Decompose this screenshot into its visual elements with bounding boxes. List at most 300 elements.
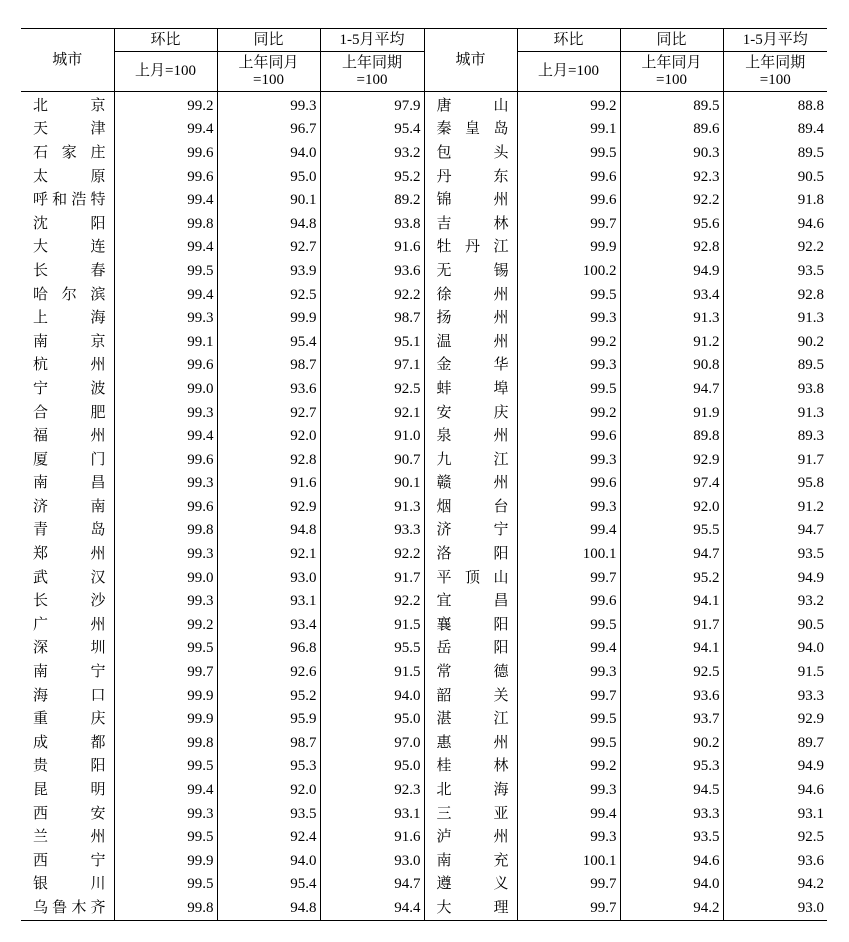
city-cell: 西安 bbox=[33, 805, 106, 822]
yoy-value-cell: 92.9 bbox=[620, 448, 723, 472]
mom-value-cell: 99.3 bbox=[114, 401, 217, 425]
mom-value-cell: 99.7 bbox=[114, 660, 217, 684]
city-cell: 贵阳 bbox=[33, 758, 106, 775]
mom-value-cell: 99.5 bbox=[517, 731, 620, 755]
city-cell: 烟台 bbox=[424, 495, 517, 519]
yoy-value-cell: 95.4 bbox=[217, 330, 320, 354]
city-cell: 包头 bbox=[424, 141, 517, 165]
mom-value-cell: 99.7 bbox=[517, 212, 620, 236]
city-cell: 湛江 bbox=[424, 707, 517, 731]
table-row bbox=[21, 188, 827, 212]
price-index-table-container bbox=[21, 28, 824, 921]
city-cell: 桂林 bbox=[424, 755, 517, 779]
table-row bbox=[21, 589, 827, 613]
yoy-base-label: 上年同月 =100 bbox=[217, 52, 320, 92]
mom-value-cell: 99.4 bbox=[114, 188, 217, 212]
table-row bbox=[21, 448, 827, 472]
yoy-value-cell: 92.7 bbox=[217, 236, 320, 260]
city-cell: 西宁 bbox=[33, 852, 106, 869]
avg-column-header: 1-5月平均 bbox=[723, 29, 827, 52]
yoy-value-cell: 92.6 bbox=[217, 660, 320, 684]
avg-value-cell: 91.8 bbox=[723, 188, 827, 212]
city-cell: 泉州 bbox=[424, 424, 517, 448]
table-row bbox=[21, 873, 827, 897]
city-cell: 南宁 bbox=[33, 664, 106, 681]
mom-value-cell: 99.6 bbox=[517, 188, 620, 212]
avg-base-label: 上年同期 =100 bbox=[723, 52, 827, 92]
mom-value-cell: 99.3 bbox=[114, 542, 217, 566]
avg-value-cell: 91.6 bbox=[320, 236, 424, 260]
yoy-value-cell: 89.8 bbox=[620, 424, 723, 448]
mom-value-cell: 99.5 bbox=[517, 141, 620, 165]
mom-value-cell: 99.7 bbox=[517, 873, 620, 897]
avg-value-cell: 94.4 bbox=[320, 896, 424, 920]
avg-value-cell: 92.2 bbox=[320, 589, 424, 613]
table-row bbox=[21, 802, 827, 826]
avg-value-cell: 94.9 bbox=[723, 566, 827, 590]
city-cell: 广州 bbox=[33, 616, 106, 633]
avg-value-cell: 90.7 bbox=[320, 448, 424, 472]
mom-value-cell: 99.3 bbox=[517, 825, 620, 849]
avg-value-cell: 93.2 bbox=[723, 589, 827, 613]
mom-value-cell: 99.8 bbox=[114, 519, 217, 543]
yoy-value-cell: 94.2 bbox=[620, 896, 723, 920]
yoy-value-cell: 94.0 bbox=[620, 873, 723, 897]
avg-value-cell: 95.1 bbox=[320, 330, 424, 354]
city-cell: 成都 bbox=[33, 734, 106, 751]
mom-column-header: 环比 bbox=[114, 29, 217, 52]
mom-value-cell: 99.2 bbox=[114, 92, 217, 118]
yoy-value-cell: 98.7 bbox=[217, 731, 320, 755]
mom-value-cell: 99.9 bbox=[517, 236, 620, 260]
yoy-value-cell: 94.7 bbox=[620, 542, 723, 566]
yoy-value-cell: 93.9 bbox=[217, 259, 320, 283]
yoy-value-cell: 92.4 bbox=[217, 825, 320, 849]
city-cell: 金华 bbox=[424, 354, 517, 378]
yoy-value-cell: 90.8 bbox=[620, 354, 723, 378]
avg-value-cell: 91.2 bbox=[723, 495, 827, 519]
city-cell: 重庆 bbox=[33, 711, 106, 728]
avg-value-cell: 89.7 bbox=[723, 731, 827, 755]
city-cell: 温州 bbox=[424, 330, 517, 354]
yoy-value-cell: 93.0 bbox=[217, 566, 320, 590]
yoy-value-cell: 95.9 bbox=[217, 707, 320, 731]
mom-value-cell: 99.6 bbox=[114, 354, 217, 378]
avg-value-cell: 95.4 bbox=[320, 118, 424, 142]
yoy-value-cell: 93.5 bbox=[620, 825, 723, 849]
table-row bbox=[21, 283, 827, 307]
mom-value-cell: 99.4 bbox=[517, 802, 620, 826]
mom-value-cell: 99.2 bbox=[517, 401, 620, 425]
city-cell: 徐州 bbox=[424, 283, 517, 307]
avg-value-cell: 95.2 bbox=[320, 165, 424, 189]
mom-column-header: 环比 bbox=[517, 29, 620, 52]
city-cell: 宁波 bbox=[33, 380, 106, 397]
city-cell: 银川 bbox=[33, 876, 106, 893]
mom-value-cell: 99.8 bbox=[114, 731, 217, 755]
mom-value-cell: 99.6 bbox=[114, 141, 217, 165]
avg-value-cell: 90.1 bbox=[320, 472, 424, 496]
city-cell: 沈阳 bbox=[33, 215, 106, 232]
yoy-value-cell: 92.0 bbox=[620, 495, 723, 519]
yoy-value-cell: 94.0 bbox=[217, 849, 320, 873]
avg-value-cell: 88.8 bbox=[723, 92, 827, 118]
avg-value-cell: 91.5 bbox=[320, 613, 424, 637]
avg-value-cell: 93.3 bbox=[723, 684, 827, 708]
mom-value-cell: 99.0 bbox=[114, 377, 217, 401]
mom-value-cell: 99.6 bbox=[114, 495, 217, 519]
city-cell: 南昌 bbox=[33, 475, 106, 492]
mom-value-cell: 99.3 bbox=[517, 448, 620, 472]
city-cell: 天津 bbox=[33, 121, 106, 138]
avg-value-cell: 91.6 bbox=[320, 825, 424, 849]
mom-base-label: 上月=100 bbox=[114, 52, 217, 92]
mom-value-cell: 99.6 bbox=[114, 448, 217, 472]
avg-value-cell: 90.2 bbox=[723, 330, 827, 354]
city-cell: 泸州 bbox=[424, 825, 517, 849]
yoy-value-cell: 95.3 bbox=[217, 755, 320, 779]
avg-value-cell: 92.2 bbox=[320, 542, 424, 566]
avg-value-cell: 92.3 bbox=[320, 778, 424, 802]
city-cell: 福州 bbox=[33, 428, 106, 445]
yoy-value-cell: 94.1 bbox=[620, 589, 723, 613]
city-cell: 石家庄 bbox=[33, 144, 106, 161]
city-cell: 三亚 bbox=[424, 802, 517, 826]
avg-value-cell: 93.0 bbox=[723, 896, 827, 920]
city-cell: 宜昌 bbox=[424, 589, 517, 613]
avg-value-cell: 91.7 bbox=[320, 566, 424, 590]
avg-value-cell: 92.2 bbox=[723, 236, 827, 260]
table-row bbox=[21, 354, 827, 378]
mom-value-cell: 99.2 bbox=[114, 613, 217, 637]
avg-value-cell: 94.6 bbox=[723, 212, 827, 236]
mom-value-cell: 99.9 bbox=[114, 707, 217, 731]
avg-value-cell: 94.2 bbox=[723, 873, 827, 897]
table-row bbox=[21, 401, 827, 425]
yoy-value-cell: 98.7 bbox=[217, 354, 320, 378]
table-row bbox=[21, 141, 827, 165]
city-cell: 吉林 bbox=[424, 212, 517, 236]
table-body bbox=[21, 92, 827, 921]
mom-value-cell: 100.1 bbox=[517, 849, 620, 873]
city-cell: 合肥 bbox=[33, 404, 106, 421]
avg-value-cell: 89.4 bbox=[723, 118, 827, 142]
avg-value-cell: 92.5 bbox=[723, 825, 827, 849]
avg-value-cell: 95.0 bbox=[320, 755, 424, 779]
avg-value-cell: 97.9 bbox=[320, 92, 424, 118]
city-cell: 深圳 bbox=[33, 640, 106, 657]
city-cell: 青岛 bbox=[33, 522, 106, 539]
avg-value-cell: 93.6 bbox=[723, 849, 827, 873]
city-cell: 济南 bbox=[33, 498, 106, 515]
city-cell: 长春 bbox=[33, 262, 106, 279]
avg-value-cell: 93.0 bbox=[320, 849, 424, 873]
avg-value-cell: 93.3 bbox=[320, 519, 424, 543]
mom-value-cell: 99.3 bbox=[114, 306, 217, 330]
city-cell: 蚌埠 bbox=[424, 377, 517, 401]
yoy-value-cell: 92.9 bbox=[217, 495, 320, 519]
city-cell: 牡丹江 bbox=[424, 236, 517, 260]
avg-value-cell: 92.5 bbox=[320, 377, 424, 401]
table-row bbox=[21, 118, 827, 142]
yoy-value-cell: 94.6 bbox=[620, 849, 723, 873]
city-cell: 大连 bbox=[33, 239, 106, 256]
mom-value-cell: 99.3 bbox=[517, 306, 620, 330]
mom-value-cell: 99.7 bbox=[517, 896, 620, 920]
city-cell: 杭州 bbox=[33, 357, 106, 374]
mom-value-cell: 99.3 bbox=[114, 802, 217, 826]
avg-base-label: 上年同期 =100 bbox=[320, 52, 424, 92]
yoy-value-cell: 93.3 bbox=[620, 802, 723, 826]
yoy-value-cell: 93.4 bbox=[217, 613, 320, 637]
mom-value-cell: 99.0 bbox=[114, 566, 217, 590]
mom-value-cell: 99.3 bbox=[517, 495, 620, 519]
city-cell: 洛阳 bbox=[424, 542, 517, 566]
yoy-value-cell: 91.9 bbox=[620, 401, 723, 425]
avg-value-cell: 93.6 bbox=[320, 259, 424, 283]
mom-value-cell: 99.2 bbox=[517, 92, 620, 118]
table-row bbox=[21, 731, 827, 755]
mom-value-cell: 99.6 bbox=[114, 165, 217, 189]
city-cell: 南充 bbox=[424, 849, 517, 873]
mom-value-cell: 99.4 bbox=[114, 778, 217, 802]
mom-value-cell: 99.3 bbox=[114, 589, 217, 613]
mom-value-cell: 99.5 bbox=[114, 637, 217, 661]
yoy-value-cell: 94.5 bbox=[620, 778, 723, 802]
mom-value-cell: 99.7 bbox=[517, 684, 620, 708]
mom-value-cell: 99.5 bbox=[114, 825, 217, 849]
avg-value-cell: 93.5 bbox=[723, 542, 827, 566]
yoy-value-cell: 93.6 bbox=[217, 377, 320, 401]
city-cell: 襄阳 bbox=[424, 613, 517, 637]
table-row bbox=[21, 472, 827, 496]
table-row bbox=[21, 424, 827, 448]
mom-value-cell: 99.1 bbox=[114, 330, 217, 354]
mom-base-label: 上月=100 bbox=[517, 52, 620, 92]
city-cell: 呼和浩特 bbox=[33, 192, 106, 209]
table-row bbox=[21, 778, 827, 802]
avg-value-cell: 91.5 bbox=[723, 660, 827, 684]
mom-value-cell: 99.6 bbox=[517, 589, 620, 613]
yoy-value-cell: 93.4 bbox=[620, 283, 723, 307]
yoy-value-cell: 94.9 bbox=[620, 259, 723, 283]
city-cell: 秦皇岛 bbox=[424, 118, 517, 142]
avg-value-cell: 92.9 bbox=[723, 707, 827, 731]
yoy-value-cell: 90.3 bbox=[620, 141, 723, 165]
table-row bbox=[21, 519, 827, 543]
mom-value-cell: 99.2 bbox=[517, 755, 620, 779]
mom-value-cell: 99.7 bbox=[517, 566, 620, 590]
city-cell: 大理 bbox=[424, 896, 517, 920]
yoy-value-cell: 92.8 bbox=[620, 236, 723, 260]
avg-value-cell: 92.1 bbox=[320, 401, 424, 425]
table-row bbox=[21, 825, 827, 849]
yoy-value-cell: 92.2 bbox=[620, 188, 723, 212]
yoy-value-cell: 89.6 bbox=[620, 118, 723, 142]
yoy-value-cell: 92.5 bbox=[620, 660, 723, 684]
yoy-value-cell: 91.3 bbox=[620, 306, 723, 330]
yoy-value-cell: 94.8 bbox=[217, 519, 320, 543]
city-cell: 韶关 bbox=[424, 684, 517, 708]
table-row bbox=[21, 707, 827, 731]
yoy-value-cell: 94.1 bbox=[620, 637, 723, 661]
avg-value-cell: 93.5 bbox=[723, 259, 827, 283]
yoy-value-cell: 93.1 bbox=[217, 589, 320, 613]
avg-value-cell: 91.3 bbox=[320, 495, 424, 519]
city-cell: 郑州 bbox=[33, 546, 106, 563]
table-row bbox=[21, 637, 827, 661]
avg-column-header: 1-5月平均 bbox=[320, 29, 424, 52]
city-cell: 昆明 bbox=[33, 782, 106, 799]
city-cell: 济宁 bbox=[424, 519, 517, 543]
yoy-column-header: 同比 bbox=[217, 29, 320, 52]
avg-value-cell: 89.2 bbox=[320, 188, 424, 212]
mom-value-cell: 99.5 bbox=[517, 613, 620, 637]
city-cell: 北海 bbox=[424, 778, 517, 802]
city-cell: 丹东 bbox=[424, 165, 517, 189]
mom-value-cell: 99.4 bbox=[114, 424, 217, 448]
yoy-value-cell: 91.7 bbox=[620, 613, 723, 637]
avg-value-cell: 97.0 bbox=[320, 731, 424, 755]
table-row bbox=[21, 306, 827, 330]
city-cell: 上海 bbox=[33, 310, 106, 327]
avg-value-cell: 94.0 bbox=[723, 637, 827, 661]
table-row bbox=[21, 896, 827, 920]
yoy-value-cell: 95.4 bbox=[217, 873, 320, 897]
mom-value-cell: 100.2 bbox=[517, 259, 620, 283]
avg-value-cell: 94.6 bbox=[723, 778, 827, 802]
avg-value-cell: 89.5 bbox=[723, 141, 827, 165]
yoy-value-cell: 96.7 bbox=[217, 118, 320, 142]
yoy-value-cell: 91.2 bbox=[620, 330, 723, 354]
mom-value-cell: 99.9 bbox=[114, 684, 217, 708]
table-row bbox=[21, 495, 827, 519]
mom-value-cell: 99.9 bbox=[114, 849, 217, 873]
table-row bbox=[21, 849, 827, 873]
city-cell: 太原 bbox=[33, 168, 106, 185]
avg-value-cell: 91.3 bbox=[723, 306, 827, 330]
avg-value-cell: 94.0 bbox=[320, 684, 424, 708]
yoy-value-cell: 94.0 bbox=[217, 141, 320, 165]
yoy-base-label: 上年同月 =100 bbox=[620, 52, 723, 92]
yoy-value-cell: 95.0 bbox=[217, 165, 320, 189]
table-row bbox=[21, 330, 827, 354]
city-cell: 北京 bbox=[33, 97, 106, 114]
yoy-value-cell: 92.3 bbox=[620, 165, 723, 189]
city-cell: 安庆 bbox=[424, 401, 517, 425]
yoy-value-cell: 93.6 bbox=[620, 684, 723, 708]
yoy-value-cell: 92.8 bbox=[217, 448, 320, 472]
avg-value-cell: 95.8 bbox=[723, 472, 827, 496]
yoy-value-cell: 99.9 bbox=[217, 306, 320, 330]
table-row bbox=[21, 259, 827, 283]
city-cell: 九江 bbox=[424, 448, 517, 472]
mom-value-cell: 100.1 bbox=[517, 542, 620, 566]
mom-value-cell: 99.4 bbox=[114, 236, 217, 260]
avg-value-cell: 90.5 bbox=[723, 165, 827, 189]
avg-value-cell: 95.5 bbox=[320, 637, 424, 661]
city-cell: 乌鲁木齐 bbox=[33, 899, 106, 916]
avg-value-cell: 91.7 bbox=[723, 448, 827, 472]
yoy-value-cell: 95.6 bbox=[620, 212, 723, 236]
avg-value-cell: 98.7 bbox=[320, 306, 424, 330]
avg-value-cell: 93.1 bbox=[723, 802, 827, 826]
mom-value-cell: 99.6 bbox=[517, 165, 620, 189]
avg-value-cell: 89.5 bbox=[723, 354, 827, 378]
table-row bbox=[21, 566, 827, 590]
city-cell: 扬州 bbox=[424, 306, 517, 330]
city-cell: 海口 bbox=[33, 687, 106, 704]
city-column-header: 城市 bbox=[424, 29, 517, 92]
avg-value-cell: 91.5 bbox=[320, 660, 424, 684]
mom-value-cell: 99.5 bbox=[114, 259, 217, 283]
yoy-value-cell: 95.3 bbox=[620, 755, 723, 779]
table-row bbox=[21, 660, 827, 684]
mom-value-cell: 99.4 bbox=[517, 637, 620, 661]
mom-value-cell: 99.5 bbox=[114, 873, 217, 897]
yoy-value-cell: 90.1 bbox=[217, 188, 320, 212]
city-cell: 唐山 bbox=[424, 92, 517, 118]
mom-value-cell: 99.3 bbox=[517, 354, 620, 378]
city-cell: 常德 bbox=[424, 660, 517, 684]
city-cell: 长沙 bbox=[33, 593, 106, 610]
price-index-table bbox=[21, 28, 827, 921]
avg-value-cell: 90.5 bbox=[723, 613, 827, 637]
yoy-value-cell: 99.3 bbox=[217, 92, 320, 118]
city-cell: 武汉 bbox=[33, 569, 106, 586]
mom-value-cell: 99.3 bbox=[517, 660, 620, 684]
yoy-value-cell: 92.0 bbox=[217, 778, 320, 802]
yoy-value-cell: 93.5 bbox=[217, 802, 320, 826]
mom-value-cell: 99.8 bbox=[114, 212, 217, 236]
mom-value-cell: 99.8 bbox=[114, 896, 217, 920]
avg-value-cell: 91.3 bbox=[723, 401, 827, 425]
yoy-value-cell: 94.8 bbox=[217, 212, 320, 236]
avg-value-cell: 93.8 bbox=[320, 212, 424, 236]
avg-value-cell: 92.8 bbox=[723, 283, 827, 307]
mom-value-cell: 99.5 bbox=[517, 707, 620, 731]
yoy-value-cell: 94.7 bbox=[620, 377, 723, 401]
mom-value-cell: 99.3 bbox=[517, 778, 620, 802]
city-cell: 平顶山 bbox=[424, 566, 517, 590]
table-row bbox=[21, 236, 827, 260]
mom-value-cell: 99.5 bbox=[517, 377, 620, 401]
mom-value-cell: 99.6 bbox=[517, 472, 620, 496]
city-cell: 厦门 bbox=[33, 451, 106, 468]
city-cell: 惠州 bbox=[424, 731, 517, 755]
avg-value-cell: 94.9 bbox=[723, 755, 827, 779]
yoy-value-cell: 95.2 bbox=[620, 566, 723, 590]
yoy-value-cell: 96.8 bbox=[217, 637, 320, 661]
yoy-value-cell: 92.1 bbox=[217, 542, 320, 566]
mom-value-cell: 99.1 bbox=[517, 118, 620, 142]
yoy-value-cell: 95.2 bbox=[217, 684, 320, 708]
avg-value-cell: 92.2 bbox=[320, 283, 424, 307]
avg-value-cell: 93.2 bbox=[320, 141, 424, 165]
table-row bbox=[21, 542, 827, 566]
city-cell: 遵义 bbox=[424, 873, 517, 897]
yoy-value-cell: 92.7 bbox=[217, 401, 320, 425]
yoy-value-cell: 90.2 bbox=[620, 731, 723, 755]
mom-value-cell: 99.4 bbox=[114, 283, 217, 307]
yoy-value-cell: 89.5 bbox=[620, 92, 723, 118]
table-row bbox=[21, 377, 827, 401]
city-cell: 锦州 bbox=[424, 188, 517, 212]
yoy-value-cell: 95.5 bbox=[620, 519, 723, 543]
city-cell: 兰州 bbox=[33, 829, 106, 846]
table-header bbox=[21, 29, 827, 92]
avg-value-cell: 93.1 bbox=[320, 802, 424, 826]
